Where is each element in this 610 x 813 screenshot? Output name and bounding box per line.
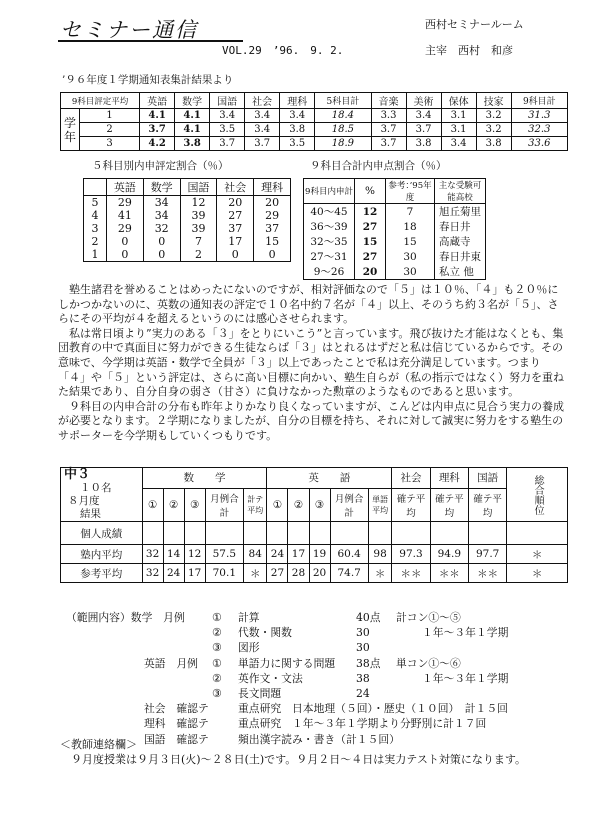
table-cell (430, 522, 468, 545)
table-cell: 97.7 (468, 545, 506, 564)
score-corner-label: 中３ １０名 ８月度 結果 (61, 468, 143, 522)
table-cell: 1 (84, 248, 107, 262)
report-row (61, 123, 568, 137)
dist5-title: ５科目別内申評定割合（％） (92, 160, 229, 172)
table-cell: 0 (143, 235, 180, 248)
table-cell: 社会 (217, 179, 254, 196)
table-cell: 確テ平均 (392, 488, 430, 521)
table-cell: 32.3 (511, 123, 567, 137)
score-header-row (61, 468, 568, 489)
table-cell: 31.3 (511, 109, 567, 123)
table-cell: 17 (184, 564, 205, 583)
dist5-table (83, 178, 291, 262)
table-cell: 4.2 (140, 137, 175, 151)
dist5-row (84, 209, 291, 222)
table-cell (288, 522, 309, 545)
table-cell: 36～39 (304, 219, 355, 234)
table-cell: 個人成績 (61, 522, 143, 545)
table-cell: 29 (107, 222, 144, 235)
table-cell: % (355, 179, 386, 204)
dist9-row (304, 249, 486, 264)
table-cell: 32 (143, 222, 180, 235)
dist9-header-row (304, 179, 486, 204)
table-cell: 私立 他 (435, 264, 486, 280)
report-header-cell: 技家 (476, 93, 511, 109)
table-cell: 3.1 (441, 109, 476, 123)
table-cell: 60.4 (330, 545, 368, 564)
dist5-row (84, 222, 291, 235)
table-cell: 確テ平均 (468, 488, 506, 521)
table-cell (309, 522, 330, 545)
table-cell: 3.7 (210, 137, 245, 151)
dist5-header-row (84, 179, 291, 196)
table-cell: 参考平均 (61, 564, 143, 583)
august-score-table (60, 467, 568, 583)
dist9-row (304, 219, 486, 234)
table-cell: 20 (254, 196, 291, 210)
table-cell: ② (163, 488, 184, 521)
table-cell: 7 (386, 204, 435, 220)
table-cell: 37 (254, 222, 291, 235)
table-cell: 0 (254, 248, 291, 262)
table-cell: 春日井東 (435, 249, 486, 264)
table-cell: 27～31 (304, 249, 355, 264)
table-cell (142, 522, 163, 545)
table-cell: ＊＊ (392, 564, 430, 583)
table-cell: ① (142, 488, 163, 521)
table-cell: 20 (355, 264, 386, 280)
table-cell: 0 (107, 248, 144, 262)
english-header: 英 語 (267, 468, 392, 489)
table-cell (330, 522, 368, 545)
table-cell: 3.8 (175, 137, 210, 151)
report-header-row (61, 93, 568, 109)
report-header-cell: 9科目計 (511, 93, 567, 109)
table-cell (392, 522, 430, 545)
paragraph: 塾生諸君を誉めることはめったにないのですが、相対評価なので「５」は１０％、「４」も２０％にしかつかないのに、英数の通知表の評定で１０名中約７名が「４」以上、そのうち約３名が「５」、さらにその平均が４を超えるというのには感心させられます。 (58, 283, 559, 326)
table-cell: 20 (309, 564, 330, 583)
table-cell: 34 (143, 209, 180, 222)
score-row (61, 545, 568, 564)
table-cell: 確テ平均 (430, 488, 468, 521)
table-cell: 12 (180, 196, 217, 210)
table-cell: 3.5 (210, 123, 245, 137)
table-cell: 41 (107, 209, 144, 222)
table-cell: 3.3 (371, 109, 406, 123)
table-cell: 20 (217, 196, 254, 210)
score-row (61, 522, 568, 545)
volume-date: VOL.29 ’96. 9. 2. (222, 44, 344, 57)
table-cell: 32 (142, 564, 163, 583)
range-row: ② 英作文・文法 38 １年～３年１学期 (212, 671, 509, 685)
table-cell (163, 522, 184, 545)
table-cell: 17 (288, 545, 309, 564)
table-cell: 34 (143, 196, 180, 210)
table-cell: 春日井 (435, 219, 486, 234)
report-header-cell: 国語 (210, 93, 245, 109)
range-row: ③ 図形 30 (212, 641, 370, 655)
table-cell: 3.7 (140, 123, 175, 137)
table-cell: 15 (254, 235, 291, 248)
table-cell: 3.2 (476, 123, 511, 137)
table-cell: 3.4 (406, 109, 441, 123)
dist5-row (84, 196, 291, 210)
table-cell: 97.3 (392, 545, 430, 564)
social-header: 社会 (392, 468, 430, 489)
table-cell: 94.9 (430, 545, 468, 564)
report-header-cell: 音楽 (371, 93, 406, 109)
science-header: 理科 (430, 468, 468, 489)
table-cell: 18 (386, 219, 435, 234)
table-cell: 33.6 (511, 137, 567, 151)
dist9-table (303, 178, 486, 280)
table-cell: 国語 (180, 179, 217, 196)
table-cell: 29 (254, 209, 291, 222)
report-header-cell: 美術 (406, 93, 441, 109)
table-cell: ② (288, 488, 309, 521)
table-cell: 32～35 (304, 234, 355, 249)
table-cell: 3 (80, 137, 140, 151)
table-cell: 3.7 (245, 137, 280, 151)
notice-text: ９月度授業は９月３日(火)～２８日(土)です。９月２日～４日は実力テスト対策になります。 (71, 753, 526, 766)
paragraph: 私は常日頃より”実力のある「３」をとりにいこう”と言っています。飛び抜けた才能はなくとも、集団教育の中で真面目に努力ができる生徒ならば「３」はとれるはずだと私は信じているからです。その意味で、今学期は英語・数学で全員が「３」以上であったことで私は充分満足しています。つまり「４」や「５」という評定は、さらに高い目標に向かい、塾生自らが（私の指示ではなく）努力を重ねた結果であり、自分自身の弱さ（甘さ）に負けなかった勲章のようなものであると思います。 (58, 326, 564, 399)
table-cell: 3.4 (441, 137, 476, 151)
dist5-row (84, 248, 291, 262)
table-cell: ① (267, 488, 288, 521)
table-cell: 27 (355, 249, 386, 264)
table-cell: 3.7 (371, 123, 406, 137)
table-cell: 数学 (143, 179, 180, 196)
table-cell: ③ (184, 488, 205, 521)
table-cell: 理科 (254, 179, 291, 196)
table-cell: 計テ平均 (243, 488, 266, 521)
table-cell: 高蔵寺 (435, 234, 486, 249)
report-summary-table (60, 92, 568, 151)
table-cell: 英語 (107, 179, 144, 196)
japanese-header: 国語 (468, 468, 506, 489)
table-cell: 旭丘菊里 (435, 204, 486, 220)
table-cell: 19 (309, 545, 330, 564)
report-row (61, 109, 568, 123)
newsletter-title: セミナー通信 (60, 18, 198, 42)
score-row (61, 564, 568, 583)
rank-header: 総合順位 (507, 468, 568, 522)
dist5-row (84, 235, 291, 248)
table-cell: 3.7 (371, 137, 406, 151)
table-cell: 月例合計 (205, 488, 243, 521)
report-header-cell: 理科 (280, 93, 315, 109)
table-cell: 28 (288, 564, 309, 583)
table-cell: 2 (80, 123, 140, 137)
report-header-cell: 英語 (140, 93, 175, 109)
table-cell: 0 (143, 248, 180, 262)
table-cell: 74.7 (330, 564, 368, 583)
table-cell: 0 (107, 235, 144, 248)
table-cell: 37 (217, 222, 254, 235)
table-cell: 単語平均 (368, 488, 391, 521)
range-row: ③ 長文問題 24 (212, 686, 370, 700)
table-cell: 17 (217, 235, 254, 248)
table-cell: ③ (309, 488, 330, 521)
table-cell: 12 (355, 204, 386, 220)
table-cell: 3.4 (210, 109, 245, 123)
table-cell: ＊ (368, 564, 391, 583)
table-cell: ＊ (507, 545, 568, 564)
table-cell: 9科目内申計 (304, 179, 355, 204)
table-cell: 32 (142, 545, 163, 564)
dist9-row (304, 204, 486, 220)
table-cell: 24 (163, 564, 184, 583)
table-cell: 3.5 (280, 137, 315, 151)
report-header-cell: 9科目評定平均 (61, 93, 140, 109)
range-row: 社会 確認テ 重点研究 日本地理（５回）・歴史（１０回） 計１５回 (144, 702, 508, 716)
table-cell: 84 (243, 545, 266, 564)
table-cell: 主な受験可能高校 (435, 179, 486, 204)
table-cell: 12 (184, 545, 205, 564)
table-cell: 月例合計 (330, 488, 368, 521)
table-cell: 15 (355, 234, 386, 249)
table-cell: 7 (180, 235, 217, 248)
range-row: ② 代数・関数 30 １年～３年１学期 (212, 626, 509, 640)
owner-name: 主宰 西村 和彦 (425, 44, 513, 57)
table-cell: 27 (355, 219, 386, 234)
grade-side-label: 学 年 (61, 109, 80, 151)
table-cell: 3.1 (441, 123, 476, 137)
report-header-cell: 数学 (175, 93, 210, 109)
table-cell (243, 522, 266, 545)
report-header-cell: 社会 (245, 93, 280, 109)
table-cell: 3.4 (280, 109, 315, 123)
report-row (61, 137, 568, 151)
table-cell: 40～45 (304, 204, 355, 220)
table-cell: 18.5 (315, 123, 371, 137)
table-cell: 57.5 (205, 545, 243, 564)
dist9-row (304, 264, 486, 280)
table-cell: 4 (84, 209, 107, 222)
dist9-row (304, 234, 486, 249)
table-cell: ＊＊ (468, 564, 506, 583)
range-row: （範囲内容）数学 月例 ① 計算 40点 計コン①～⑤ (66, 611, 461, 624)
title-underline (58, 40, 243, 42)
table-cell: 9～26 (304, 264, 355, 280)
table-cell: 1 (80, 109, 140, 123)
dist9-title: ９科目合計内申点割合（％） (310, 160, 447, 172)
table-cell: 0 (217, 248, 254, 262)
organization-name: 西村セミナールーム (425, 18, 524, 31)
table-cell: ＊＊ (430, 564, 468, 583)
table-cell: 29 (107, 196, 144, 210)
table-cell: 24 (267, 545, 288, 564)
table-cell: 98 (368, 545, 391, 564)
table-cell: 2 (84, 235, 107, 248)
table-cell: 3 (84, 222, 107, 235)
table-cell: 39 (180, 209, 217, 222)
table-cell: 30 (386, 264, 435, 280)
table-cell: 4.1 (175, 109, 210, 123)
report-header-cell: 保体 (441, 93, 476, 109)
math-header: 数 学 (142, 468, 267, 489)
table-cell: 5 (84, 196, 107, 210)
message-paragraphs (58, 283, 566, 444)
table-cell: 15 (386, 234, 435, 249)
table-cell (184, 522, 205, 545)
table-cell: 18.4 (315, 109, 371, 123)
test-range-section (60, 610, 580, 747)
table-cell (267, 522, 288, 545)
table-cell: 3.2 (476, 109, 511, 123)
table-cell: 70.1 (205, 564, 243, 583)
range-row: 国語 確認テ 頻出漢字読み・書き（計１５回） (144, 732, 400, 746)
table-cell: 3.4 (245, 123, 280, 137)
table-cell: 18.9 (315, 137, 371, 151)
table-cell: 参考：’95年度 (386, 179, 435, 204)
range-row: 英語 月例 ① 単語力に関する問題 38点 単コン①～⑥ (144, 656, 461, 670)
table-cell (507, 522, 568, 545)
table-cell: 14 (163, 545, 184, 564)
table-cell: ＊ (243, 564, 266, 583)
report-header-cell: 5科目計 (315, 93, 371, 109)
table-cell (368, 522, 391, 545)
table-cell: 塾内平均 (61, 545, 143, 564)
table-cell: 39 (180, 222, 217, 235)
table-cell: 3.8 (406, 137, 441, 151)
teacher-notice (60, 737, 570, 767)
table-cell: 4.1 (140, 109, 175, 123)
table-cell: 27 (217, 209, 254, 222)
table-cell: 3.4 (245, 109, 280, 123)
table-cell: 3.8 (280, 123, 315, 137)
table-cell: 3.7 (406, 123, 441, 137)
notice-heading: ＜教師連絡欄＞ (60, 738, 137, 751)
table-cell: ＊ (507, 564, 568, 583)
table-cell (468, 522, 506, 545)
table-cell (205, 522, 243, 545)
table-cell (84, 179, 107, 196)
table-cell: 30 (386, 249, 435, 264)
paragraph: ９科目の内申合計の分布も昨年よりかなり良くなっていますが、こんどは内申点に見合う実力の養成が必要となります。２学期になりましたが、自分の目標を持ち、それに対して誠実に努力をする塾生のサポーターを今学期もしていくつもりです。 (58, 399, 564, 442)
table-cell: 4.1 (175, 123, 210, 137)
report-heading: ’９６年度１学期通知表集計結果より (62, 74, 234, 86)
table-cell: 2 (180, 248, 217, 262)
table-cell: 27 (267, 564, 288, 583)
range-row: 理科 確認テ 重点研究 １年～３年１学期より分野別に計１７回 (144, 717, 487, 731)
table-cell: 3.8 (476, 137, 511, 151)
